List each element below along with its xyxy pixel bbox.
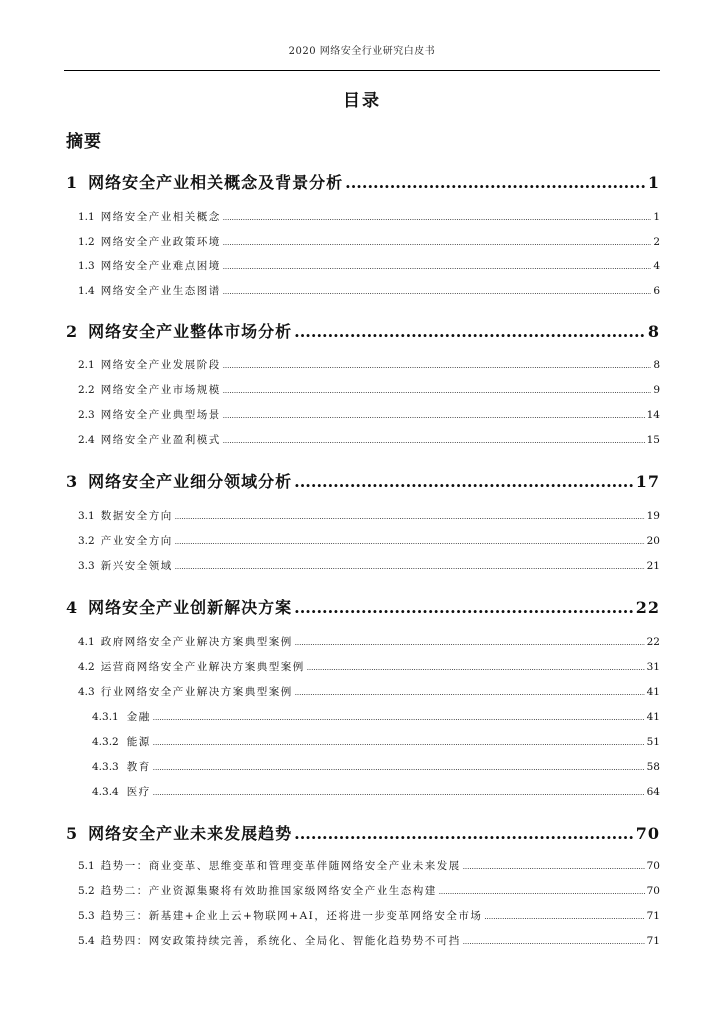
dot-leader	[223, 263, 652, 271]
toc-entry-page: 19	[646, 510, 660, 522]
toc-entry-title: 趋势二：产业资源集聚将有效助推国家级网络安全产业生态构建	[100, 885, 437, 897]
toc-section-entry[interactable]	[66, 908, 660, 923]
toc-chapter-entry[interactable]	[66, 170, 660, 193]
toc-entry-number: 4.1	[78, 636, 95, 648]
toc-entry-page: 9	[653, 384, 660, 396]
toc-entry-number: 5.2	[78, 885, 95, 897]
toc-entry-number: 1.2	[78, 236, 95, 248]
dot-leader	[294, 824, 634, 843]
abstract-link[interactable]: 摘要	[66, 132, 102, 152]
toc-entry-title: 金融	[126, 711, 151, 723]
toc-entry-title: 能源	[126, 736, 151, 748]
toc-section-entry[interactable]	[66, 634, 660, 649]
toc-entry-title: 网络安全产业政策环境	[100, 236, 221, 248]
toc-entry-page: 2	[653, 236, 660, 248]
toc-entry-page: 22	[635, 598, 660, 617]
dot-leader	[295, 639, 645, 647]
toc-entry-title: 趋势一：商业变革、思维变革和管理变革伴随网络安全产业未来发展	[100, 860, 461, 872]
toc-entry-title: 网络安全产业典型场景	[100, 409, 221, 421]
toc-entry-page: 17	[635, 472, 660, 491]
toc-entry-page: 41	[646, 686, 660, 698]
toc-entry-title: 网络安全产业整体市场分析	[88, 322, 293, 341]
toc-chapter-entry[interactable]	[66, 595, 660, 618]
toc-entry-title: 网络安全产业细分领域分析	[88, 472, 293, 491]
toc-entry-number: 3.2	[78, 535, 95, 547]
toc-section-entry[interactable]	[66, 258, 660, 273]
toc-entry-title: 网络安全产业创新解决方案	[88, 598, 293, 617]
dot-leader	[175, 538, 645, 546]
toc-entry-number: 5.1	[78, 860, 95, 872]
toc-section-entry[interactable]	[66, 709, 660, 724]
toc-entry-page: 58	[646, 761, 660, 773]
toc-entry-title: 网络安全产业难点困境	[100, 260, 221, 272]
toc-entry-title: 政府网络安全产业解决方案典型案例	[100, 636, 293, 648]
dot-leader	[307, 664, 645, 672]
toc-entry-number: 4.3.4	[92, 786, 119, 798]
toc-entry-title: 数据安全方向	[100, 510, 173, 522]
dot-leader	[463, 863, 645, 871]
dot-leader	[223, 239, 652, 247]
dot-leader	[223, 387, 652, 395]
toc-entry-page: 1	[653, 211, 660, 223]
toc-entry-page: 6	[653, 285, 660, 297]
dot-leader	[175, 513, 645, 521]
dot-leader	[153, 764, 645, 772]
toc-entry-page: 21	[646, 560, 660, 572]
toc-section-entry[interactable]	[66, 784, 660, 799]
toc-entry-number: 3	[66, 472, 79, 491]
toc-section-entry[interactable]	[66, 858, 660, 873]
toc-entry-number: 4.3.2	[92, 736, 119, 748]
toc-entry-page: 8	[647, 322, 660, 341]
toc-entry-number: 4.2	[78, 661, 95, 673]
toc-entry-page: 14	[646, 409, 660, 421]
toc-entry-page: 1	[647, 173, 660, 192]
toc-entry-page: 70	[646, 860, 660, 872]
toc-entry-number: 1.3	[78, 260, 95, 272]
toc-entry-title: 网络安全产业盈利模式	[100, 434, 221, 446]
dot-leader	[223, 412, 645, 420]
toc-entry-page: 8	[653, 359, 660, 371]
toc-entry-number: 3.3	[78, 560, 95, 572]
header-rule	[64, 70, 660, 71]
toc-entry-page: 4	[653, 260, 660, 272]
dot-leader	[223, 288, 652, 296]
dot-leader	[463, 938, 645, 946]
toc-entry-number: 5	[66, 824, 79, 843]
toc-entry-number: 1.4	[78, 285, 95, 297]
toc-entry-title: 医疗	[126, 786, 151, 798]
dot-leader	[223, 214, 652, 222]
dot-leader	[175, 563, 645, 571]
toc-entry-number: 3.1	[78, 510, 95, 522]
toc-section-entry[interactable]	[66, 734, 660, 749]
toc-heading: 目录	[343, 91, 381, 111]
toc-entry-title: 网络安全产业生态图谱	[100, 285, 221, 297]
toc-entry-number: 2.2	[78, 384, 95, 396]
toc-entry-number: 5.4	[78, 935, 95, 947]
toc-entry-title: 网络安全产业未来发展趋势	[88, 824, 293, 843]
toc-chapter-entry[interactable]	[66, 319, 660, 342]
toc-entry-page: 22	[646, 636, 660, 648]
dot-leader	[294, 322, 646, 341]
toc-entry-page: 51	[646, 736, 660, 748]
toc-entry-title: 产业安全方向	[100, 535, 173, 547]
dot-leader	[153, 789, 645, 797]
toc-entry-title: 教育	[126, 761, 151, 773]
toc-section-entry[interactable]	[66, 432, 660, 447]
toc-chapter-entry[interactable]	[66, 821, 660, 844]
toc-entry-number: 2.3	[78, 409, 95, 421]
dot-leader	[153, 714, 645, 722]
toc-entry-number: 1	[66, 173, 79, 192]
toc-entry-number: 5.3	[78, 910, 95, 922]
toc-section-entry[interactable]	[66, 508, 660, 523]
toc-section-entry[interactable]	[66, 283, 660, 298]
toc-entry-number: 2.1	[78, 359, 95, 371]
toc-entry-page: 70	[635, 824, 660, 843]
toc-entry-number: 2	[66, 322, 79, 341]
dot-leader	[439, 888, 645, 896]
toc-entry-title: 网络安全产业相关概念	[100, 211, 221, 223]
toc-entry-page: 71	[646, 910, 660, 922]
toc-entry-number: 4.3.1	[92, 711, 119, 723]
toc-entry-number: 2.4	[78, 434, 95, 446]
toc-entry-title: 网络安全产业相关概念及背景分析	[88, 173, 344, 192]
toc-entry-title: 网络安全产业市场规模	[100, 384, 221, 396]
toc-entry-title: 新兴安全领域	[100, 560, 173, 572]
toc-section-entry[interactable]	[66, 558, 660, 573]
toc-entry-number: 1.1	[78, 211, 95, 223]
dot-leader	[295, 689, 645, 697]
toc-section-entry[interactable]	[66, 759, 660, 774]
toc-chapter-entry[interactable]	[66, 469, 660, 492]
toc-section-entry[interactable]	[66, 684, 660, 699]
toc-entry-number: 4.3.3	[92, 761, 119, 773]
toc-entry-page: 41	[646, 711, 660, 723]
toc-entry-page: 15	[646, 434, 660, 446]
dot-leader	[484, 913, 644, 921]
toc-entry-page: 31	[646, 661, 660, 673]
toc-entry-page: 71	[646, 935, 660, 947]
toc-entry-title: 运营商网络安全产业解决方案典型案例	[100, 661, 305, 673]
toc-section-entry[interactable]	[66, 883, 660, 898]
toc-section-entry[interactable]	[66, 407, 660, 422]
dot-leader	[294, 472, 634, 491]
toc-entry-number: 4	[66, 598, 79, 617]
running-header: 2020 网络安全行业研究白皮书	[288, 46, 436, 57]
toc-section-entry[interactable]	[66, 382, 660, 397]
toc-entry-number: 4.3	[78, 686, 95, 698]
dot-leader	[223, 362, 652, 370]
toc-entry-title: 趋势三：新基建+企业上云+物联网+AI，还将进一步变革网络安全市场	[100, 910, 483, 922]
dot-leader	[294, 598, 634, 617]
dot-leader	[153, 739, 645, 747]
toc-entry-title: 行业网络安全产业解决方案典型案例	[100, 686, 293, 698]
toc-entry-title: 趋势四：网安政策持续完善，系统化、全局化、智能化趋势势不可挡	[100, 935, 461, 947]
dot-leader	[345, 173, 646, 192]
toc-section-entry[interactable]	[66, 659, 660, 674]
dot-leader	[223, 437, 645, 445]
toc-section-entry[interactable]	[66, 357, 660, 372]
toc-entry-title: 网络安全产业发展阶段	[100, 359, 221, 371]
toc-section-entry[interactable]	[66, 234, 660, 249]
toc-entry-page: 70	[646, 885, 660, 897]
toc-section-entry[interactable]	[66, 209, 660, 224]
toc-entry-page: 64	[646, 786, 660, 798]
toc-entry-page: 20	[646, 535, 660, 547]
toc-section-entry[interactable]	[66, 933, 660, 948]
toc-section-entry[interactable]	[66, 533, 660, 548]
